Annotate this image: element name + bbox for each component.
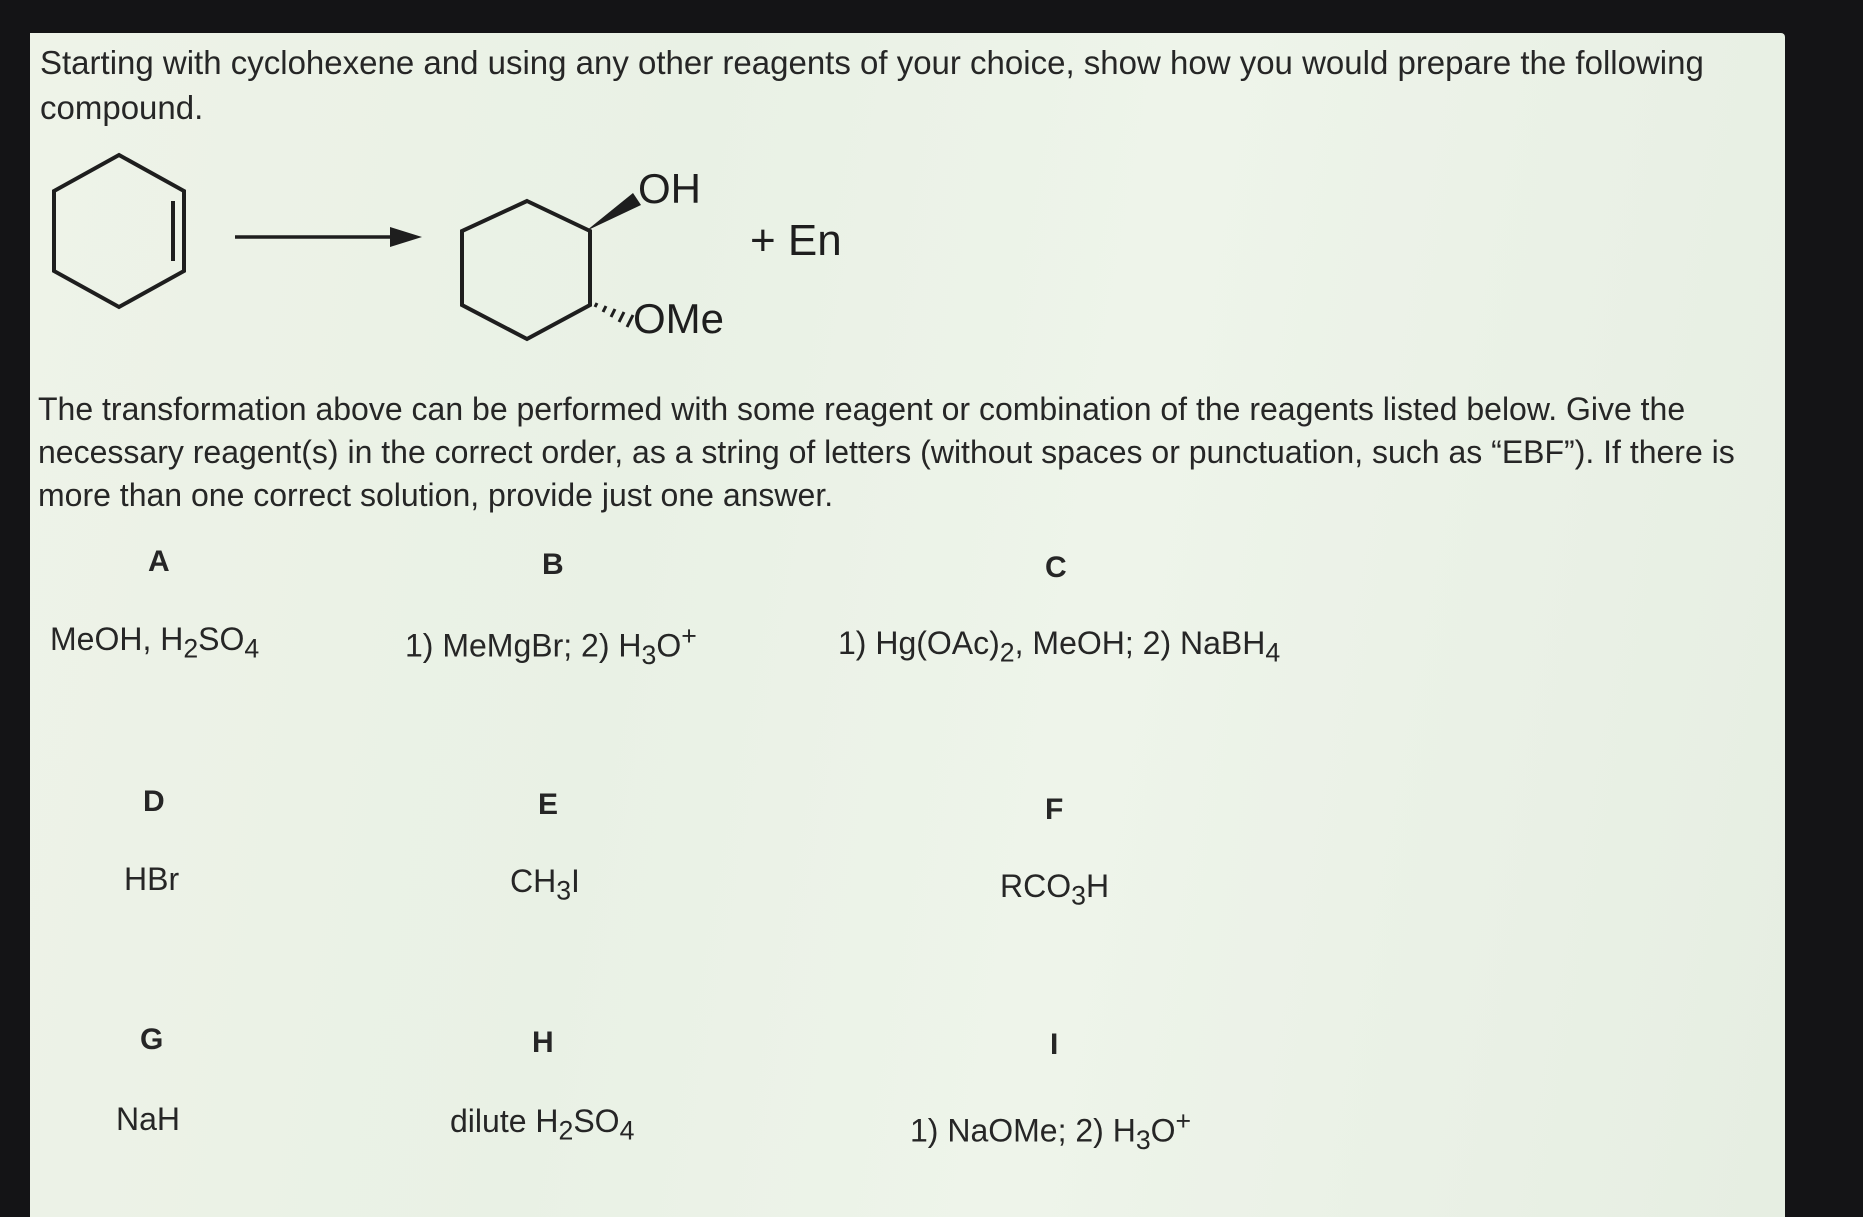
product-oh-label: OH [638, 165, 701, 212]
product-ome-label: OMe [633, 295, 725, 342]
prompt-line-2: compound. [40, 89, 204, 126]
instructions-line-3: more than one correct solution, provide just one answer. [38, 477, 834, 513]
option-reagent-b: 1) MeMgBr; 2) $H_3O^+$ [405, 621, 697, 671]
option-label-e: E [538, 788, 559, 821]
option-label-h: H [532, 1026, 554, 1059]
option-reagent-f: $RCO_3H$ [1000, 868, 1110, 911]
option-reagent-h: dilute $H_2SO_4$ [450, 1103, 635, 1146]
cyclohexene-structure [54, 155, 184, 307]
option-reagent-c: 1) $Hg(OAc)_2$, MeOH; 2) NaBH$_4$ [838, 625, 1281, 668]
instructions-line-1: The transformation above can be performed with some reagent or combination of the reagents listed below. Give the [38, 391, 1686, 427]
option-reagent-d: HBr [124, 861, 180, 897]
option-label-f: F [1045, 793, 1064, 826]
wedge-bond [586, 193, 641, 231]
option-reagent-e: $CH_3I$ [510, 863, 580, 906]
option-label-d: D [143, 785, 165, 818]
instructions-line-2: necessary reagent(s) in the correct order, as a string of letters (without spaces or punctuation, such as “EBF”). If there is [38, 434, 1735, 470]
reaction-arrow [235, 227, 422, 247]
reaction-scheme [30, 33, 930, 363]
option-reagent-i: 1) NaOMe; 2) $H_3O^+$ [910, 1106, 1192, 1156]
option-label-a: A [148, 545, 170, 578]
question-panel [30, 33, 1785, 1217]
option-label-c: C [1045, 551, 1067, 584]
hashed-bond [595, 303, 633, 327]
plus-en-label: + En [750, 216, 842, 265]
option-label-b: B [542, 548, 564, 581]
option-label-g: G [140, 1023, 164, 1056]
option-label-i: I [1050, 1028, 1059, 1061]
option-reagent-g: NaH [116, 1101, 181, 1137]
option-reagent-a: MeOH, $H_2SO_4$ [50, 621, 260, 664]
product-structure [462, 201, 590, 339]
prompt-line-1: Starting with cyclohexene and using any other reagents of your choice, show how you would prepare the following [40, 44, 1704, 81]
